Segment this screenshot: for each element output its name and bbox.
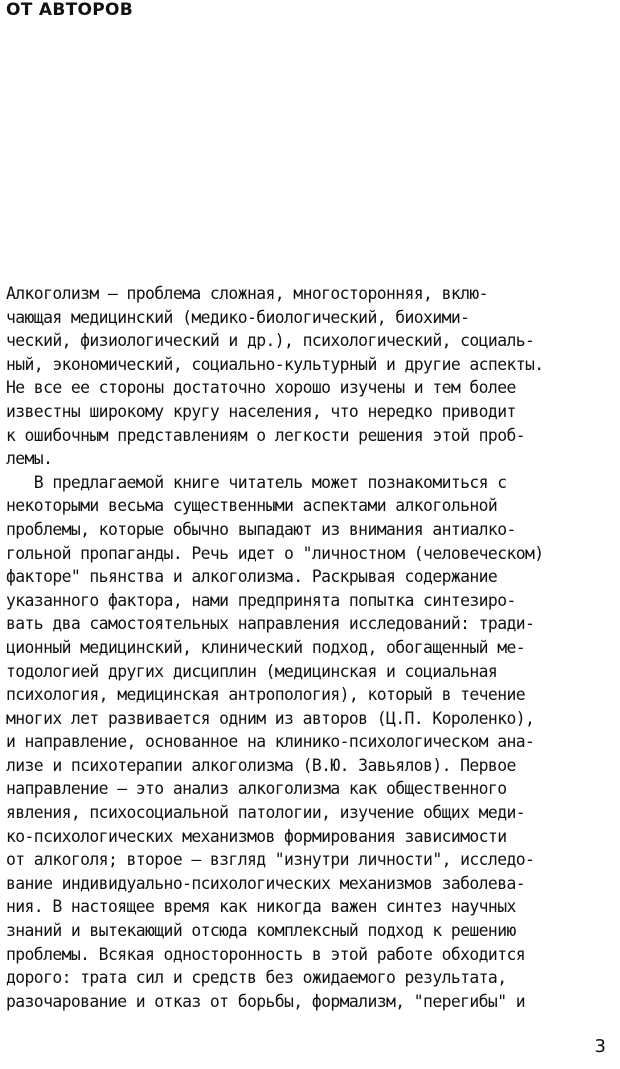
text-line: факторе" пьянства и алкоголизма. Раскрывая содержание (6, 567, 498, 587)
text-line: Алкоголизм – проблема сложная, многосторонняя, вклю- (6, 284, 488, 303)
body-text (6, 282, 616, 1013)
text-line: лемы. (6, 449, 53, 469)
text-line: знаний и вытекающий отсюда комплексный подход к решению (6, 921, 516, 941)
text-line: к ошибочным представлениям о легкости решения этой проб- (6, 425, 526, 445)
text-line: указанного фактора, нами предпринята попытка синтезиро- (6, 590, 516, 610)
text-line: психология, медицинская антропология), который в течение (6, 685, 526, 705)
text-line: известны широкому кругу населения, что нередко приводит (6, 401, 516, 421)
text-line: ния. В настоящее время как никогда важен синтез научных (6, 897, 516, 917)
text-line: гольной пропаганды. Речь идет о "личностном (человеческом) (6, 543, 544, 563)
text-line: ционный медицинский, клинический подход, обогащенный ме- (6, 637, 526, 657)
text-line: разочарование и отказ от борьбы, формализм, "перегибы" и (6, 991, 526, 1011)
text-line: ный, экономический, социально-культурный и другие аспекты. (6, 354, 544, 374)
text-line: ко-психологических механизмов формирования зависимости (6, 826, 507, 846)
section-heading: ОТ АВТОРОВ (6, 0, 133, 20)
text-line: вание индивидуально-психологических механизмов заболева- (6, 873, 526, 893)
text-line: проблемы, которые обычно выпадают из внимания антиалко- (6, 519, 516, 539)
text-line: некоторыми весьма существенными аспектами алкогольной (6, 496, 498, 516)
page-number: 3 (594, 1036, 606, 1057)
text-line: явления, психосоциальной патологии, изучение общих меди- (6, 803, 526, 823)
text-line: и направление, основанное на клинико-психологическом ана- (6, 732, 535, 752)
text-line: дорого: трата сил и средств без ожидаемого результата, (6, 968, 507, 988)
text-line: направление – это анализ алкоголизма как общественного (6, 779, 507, 799)
text-line: многих лет развивается одним из авторов (Ц.П. Короленко), (6, 708, 535, 728)
text-line: вать два самостоятельных направления исследований: тради- (6, 614, 535, 634)
text-line: тодологией других дисциплин (медицинская и социальная (6, 661, 498, 681)
text-line: ческий, физиологический и др.), психологический, социаль- (6, 331, 535, 351)
text-line: лизе и психотерапии алкоголизма (В.Ю. Завьялов). Первое (6, 755, 516, 775)
text-line: чающая медицинский (медико-биологический, биохими- (6, 307, 470, 327)
text-line: проблемы. Всякая односторонность в этой работе обходится (6, 944, 526, 964)
text-line: от алкоголя; второе – взгляд "изнутри личности", исследо- (6, 850, 535, 870)
text-line: В предлагаемой книге читатель может познакомиться с (6, 472, 507, 492)
text-line: Не все ее стороны достаточно хорошо изучены и тем более (6, 378, 516, 398)
